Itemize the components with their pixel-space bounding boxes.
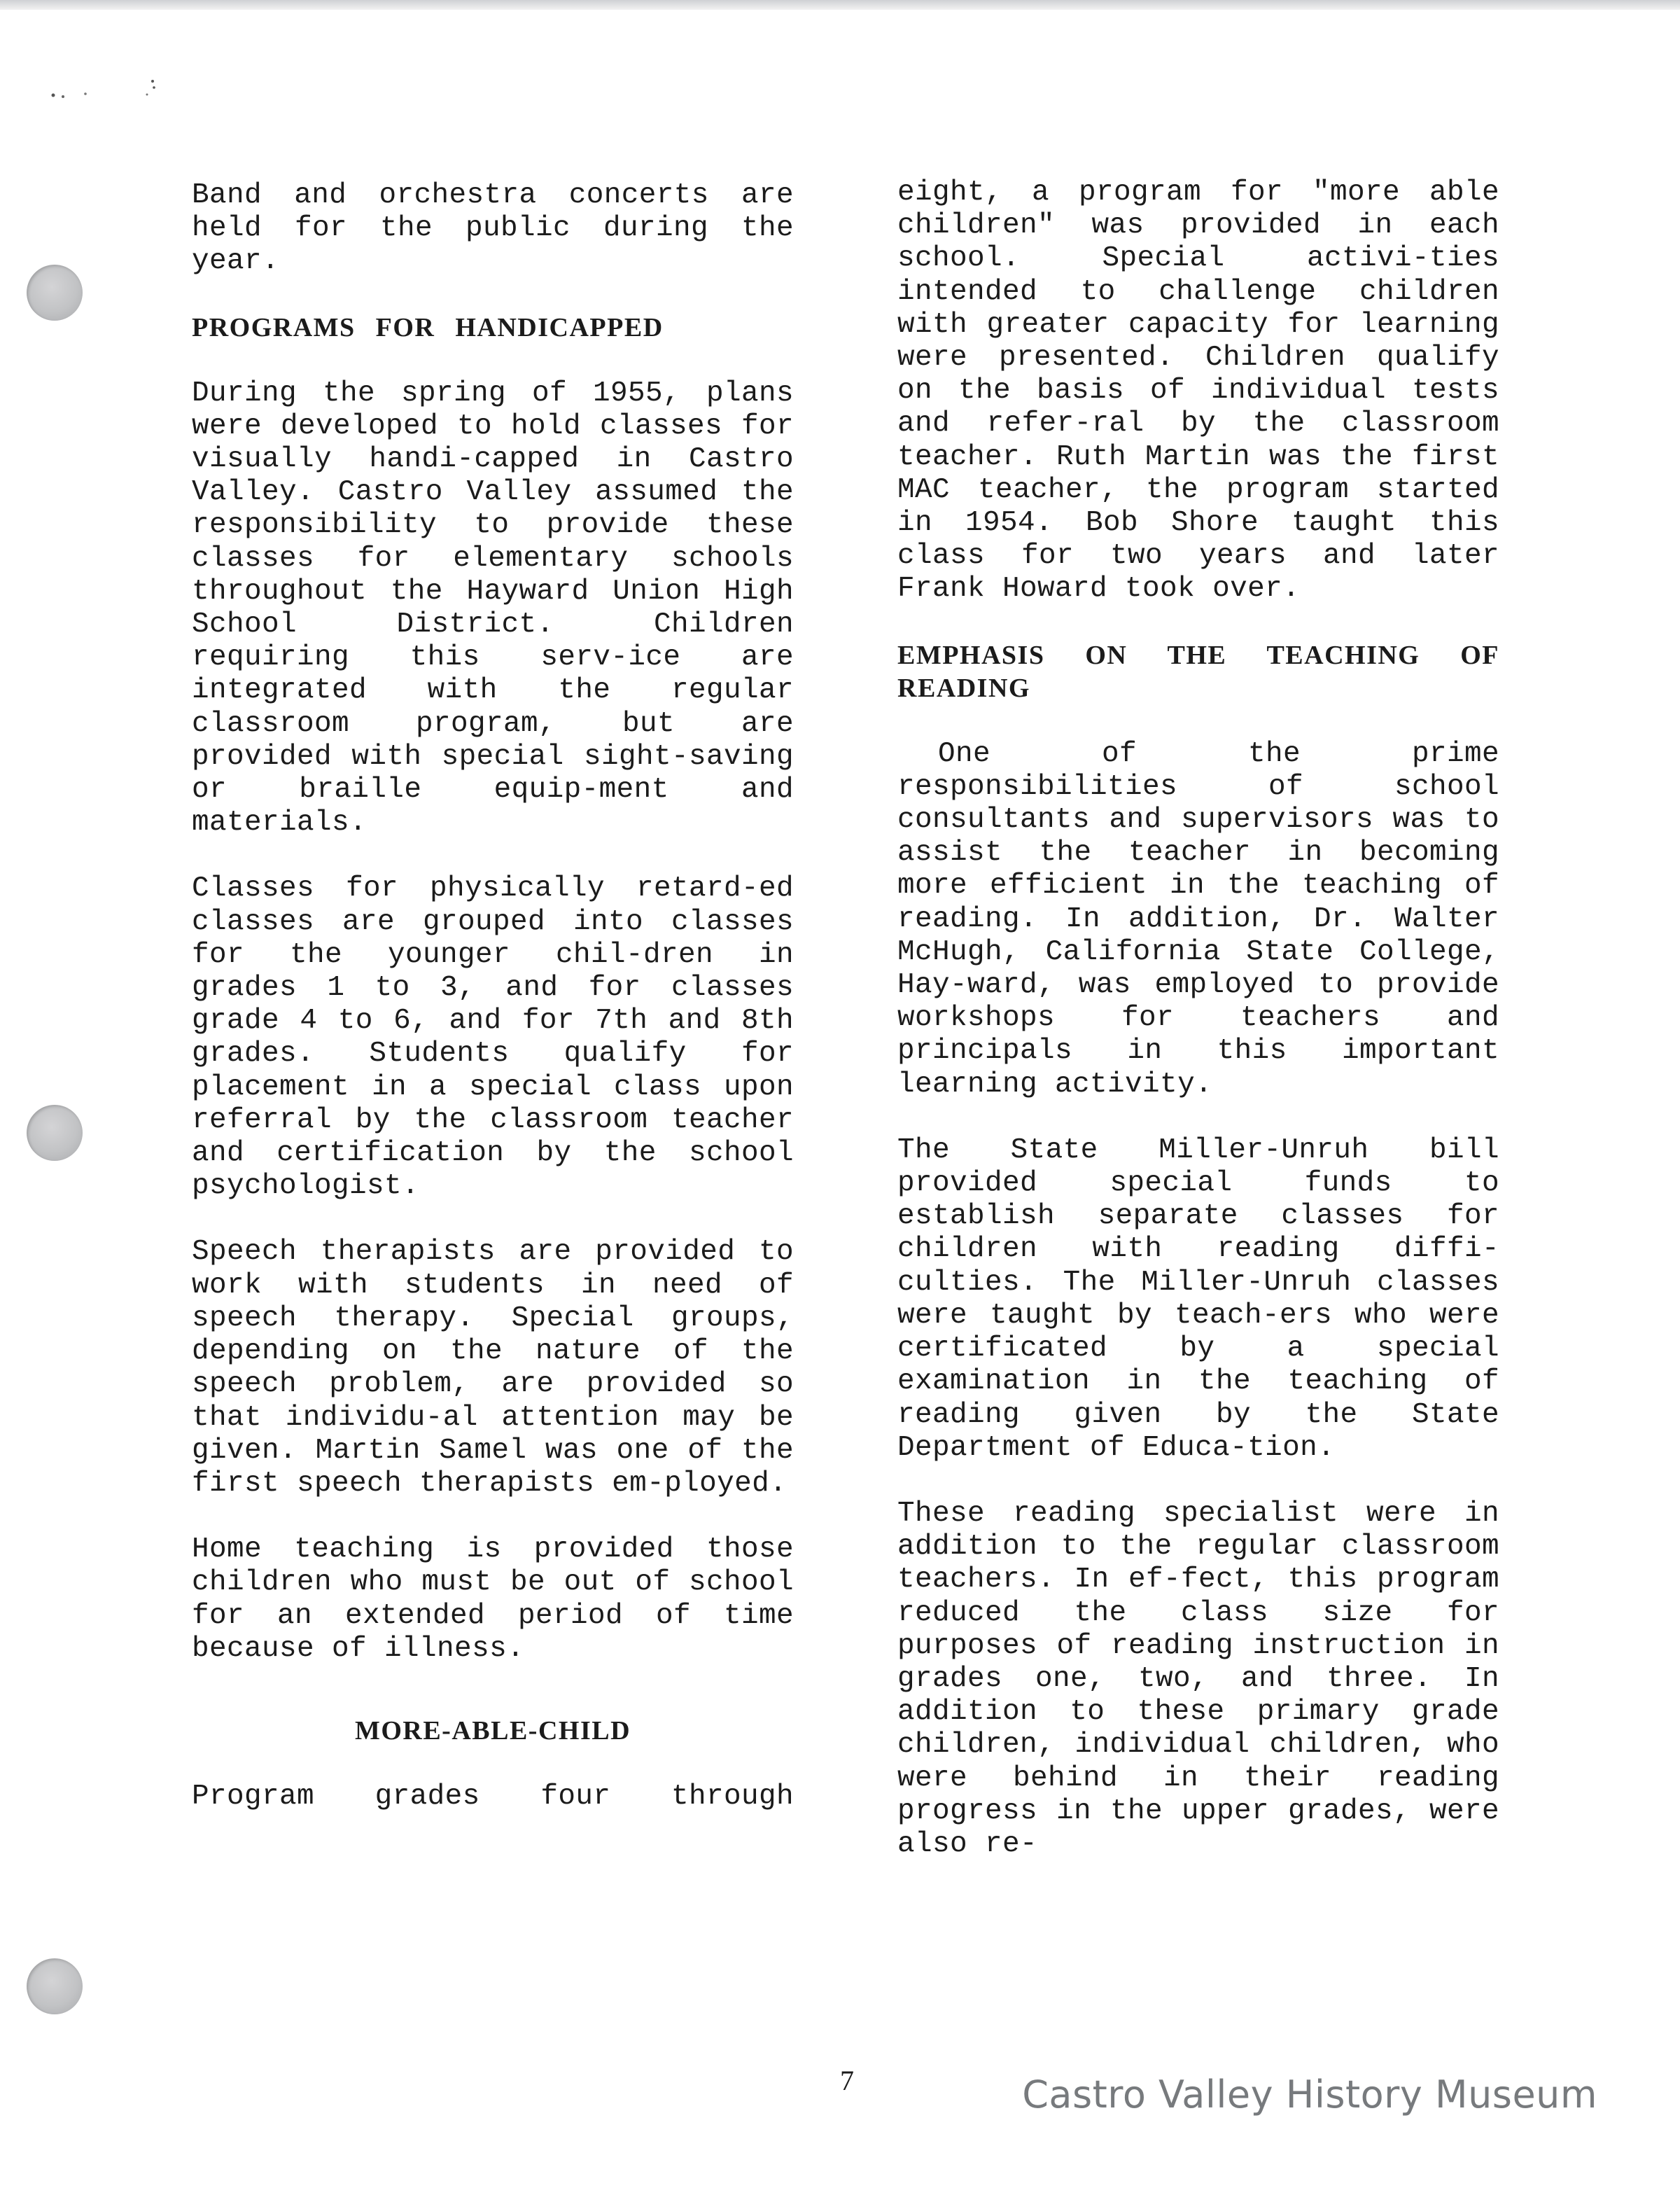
page-number: 7: [840, 2065, 854, 2096]
watermark-text: Castro Valley History Museum: [1022, 2072, 1597, 2117]
scan-specks: [49, 69, 189, 104]
binder-hole-top: [27, 265, 83, 321]
paragraph-home-teaching: Home teaching is provided those children who must be out of school for an extended period of time because of illness.: [192, 1533, 794, 1665]
binder-hole-bottom: [27, 1958, 83, 2014]
paragraph-visually-handicapped: During the spring of 1955, plans were developed to hold classes for visually handi-capped in Castro Valley. Castro Valley assumed the responsibility to provide these classes for elementary schools throughout the Hayward Union High School District. Children requiring this serv-ice are integrated with the regular classroom program, but are provided with special sight-saving or braille equip-ment and materials.: [192, 377, 794, 839]
paragraph-reading-specialists: These reading specialist were in addition to the regular classroom teachers. In ef-fect, this program reduced the class size for purposes of reading instruction in grades one, two, and three. In addition to these primary grade children, individual children, who were behind in their reading progress in the upper grades, were also re-: [897, 1497, 1499, 1860]
heading-more-able-child: MORE-ABLE-CHILD: [354, 1715, 631, 1745]
paragraph-prime-responsibilities: One of the prime responsibilities of school consultants and supervisors was to assist the teacher in becoming more efficient in the teaching of reading. In addition, Dr. Walter McHugh, California State College, Hay-ward, was employed to provide workshops for teachers and principals in this important learning activity.: [897, 737, 1499, 1101]
paragraph-program-start: Program grades four through: [192, 1780, 794, 1813]
paragraph-concerts: Band and orchestra concerts are held for the public during the year.: [192, 179, 794, 278]
paragraph-miller-unruh: The State Miller-Unruh bill provided special funds to establish separate classes for children with reading diffi-culties. The Miller-Unruh classes were taught by teach-ers who were certificated by a special examination in the teaching of reading given by the State Department of Educa-tion.: [897, 1134, 1499, 1464]
right-column: [897, 176, 1499, 1894]
scan-top-edge: [0, 0, 1680, 10]
paragraph-physically-retarded: Classes for physically retard-ed classes are grouped into classes for the younger chil-dren in grades 1 to 3, and for classes grade 4 to 6, and for 7th and 8th grades. Students qualify for placement in a special class upon referral by the classroom teacher and certification by the school psychologist.: [192, 872, 794, 1203]
binder-hole-middle: [27, 1105, 83, 1161]
paragraph-speech-therapists: Speech therapists are provided to work with students in need of speech therapy. Special groups, depending on the nature of the speech problem, are provided so that individu-al attention may be given. Martin Samel was one of the first speech therapists em-ployed.: [192, 1236, 794, 1500]
heading-programs-for-handicapped: PROGRAMS FOR HANDICAPPED: [192, 312, 664, 342]
heading-emphasis-on-reading: EMPHASIS ON THE TEACHING OF READING: [897, 640, 1499, 703]
left-column: [192, 179, 794, 1846]
paragraph-program-continued: eight, a program for "more able children" was provided in each school. Special activi-ties intended to challenge children with greater capacity for learning were presented. Children qualify on the basis of individual tests and refer-ral by the classroom teacher. Ruth Martin was the first MAC teacher, the program started in 1954. Bob Shore taught this class for two years and later Frank Howard took over.: [897, 176, 1499, 606]
